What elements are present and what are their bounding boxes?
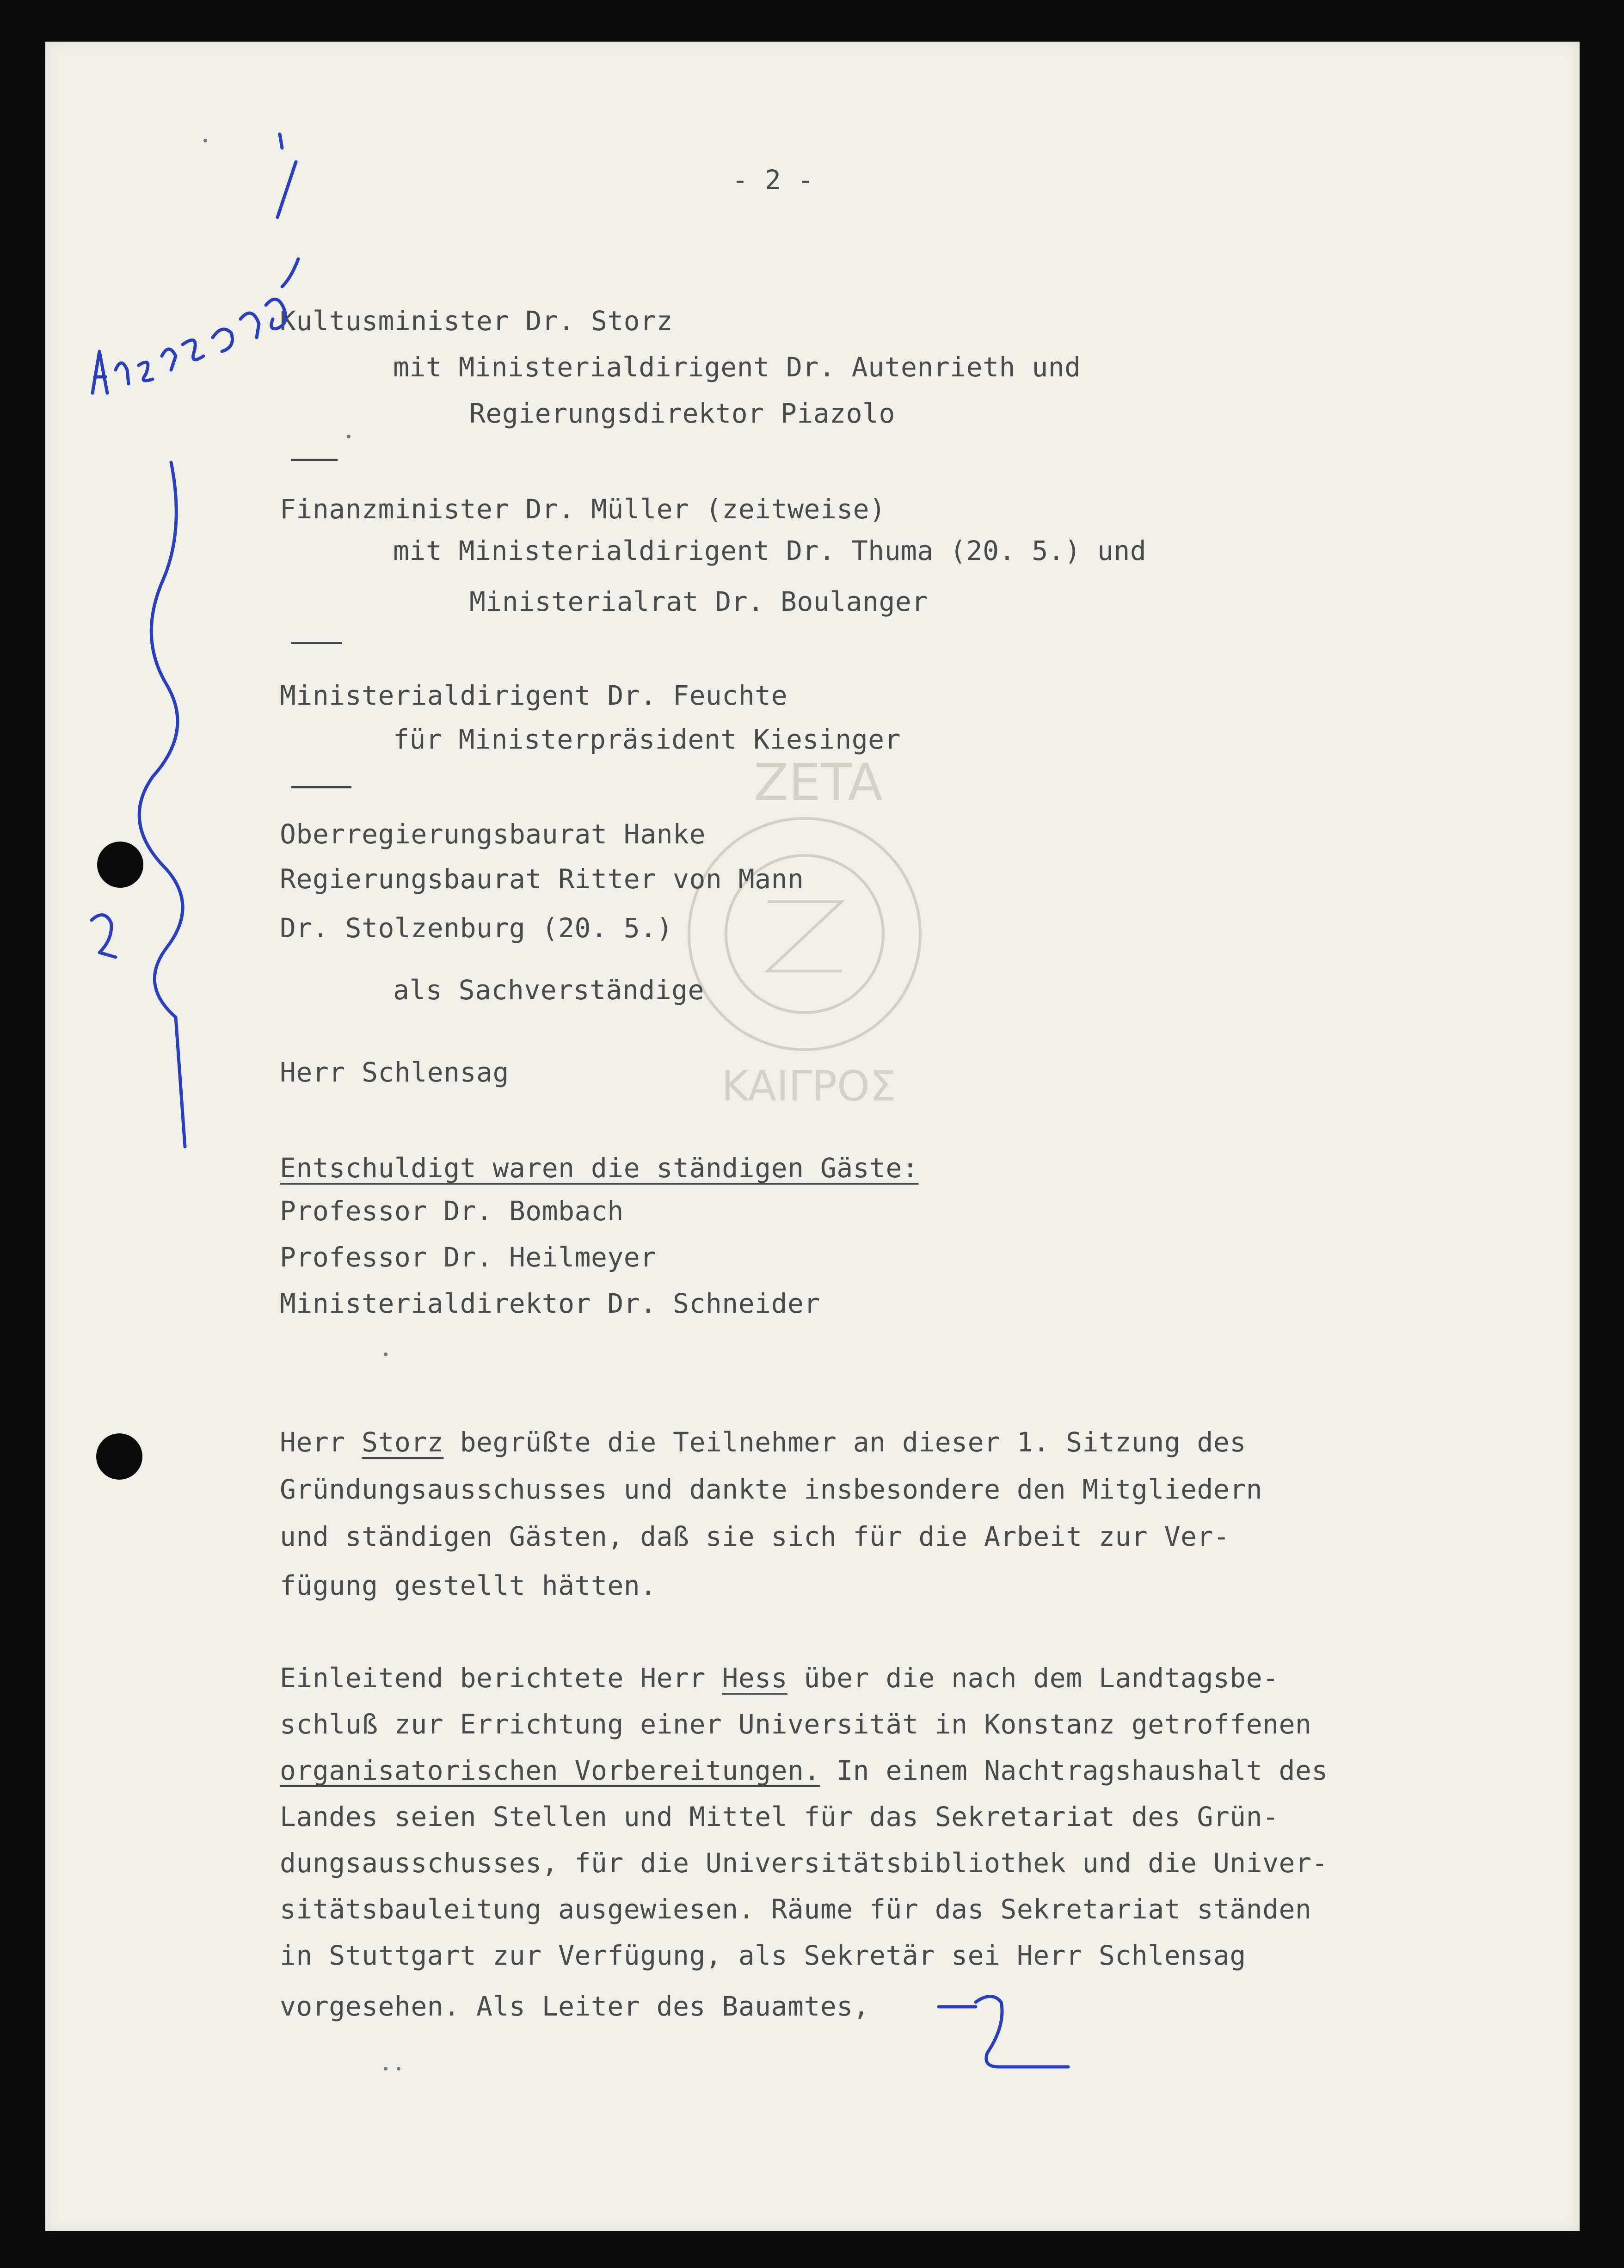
paragraph-line: und ständigen Gästen, daß sie sich für die Arbeit zur Ver- [280, 1521, 1230, 1552]
text-run: Einleitend berichtete Herr [280, 1662, 722, 1694]
attendee-detail: Regierungsdirektor Piazolo [469, 398, 895, 429]
expert-name: Oberregierungsbaurat Hanke [280, 818, 706, 850]
excused-name: Ministerialdirektor Dr. Schneider [280, 1288, 820, 1319]
expert-name: Dr. Stolzenburg (20. 5.) [280, 912, 673, 944]
guest-name: Herr Schlensag [280, 1057, 509, 1088]
text-run: begrüßte die Teilnehmer an dieser 1. Sitzung des [443, 1426, 1246, 1458]
attendee-detail: für Ministerpräsident Kiesinger [393, 724, 901, 755]
paragraph-line: schluß zur Errichtung einer Universität in Konstanz getroffenen [280, 1709, 1312, 1740]
text-run: Herr [280, 1426, 362, 1458]
underlined-phrase: organisatorischen Vorbereitungen. [280, 1755, 820, 1786]
paragraph-line [280, 1426, 1246, 1458]
paragraph-line [280, 1662, 1279, 1694]
underlined-name: Storz [362, 1426, 444, 1458]
paragraph-line: Landes seien Stellen und Mittel für das Sekretariat des Grün- [280, 1801, 1279, 1832]
text-run: In einem Nachtragshaushalt des [820, 1755, 1328, 1786]
paragraph-line: in Stuttgart zur Verfügung, als Sekretär sei Herr Schlensag [280, 1940, 1246, 1971]
attendee-name: Ministerialdirigent Dr. Feuchte [280, 680, 787, 711]
separator-dash [291, 459, 338, 461]
attendee-detail: mit Ministerialdirigent Dr. Autenrieth und [393, 351, 1081, 383]
paragraph-line [280, 1757, 1328, 1784]
punch-hole [96, 1433, 142, 1480]
punch-hole [97, 842, 143, 888]
paragraph-line: vorgesehen. Als Leiter des Bauamtes, [280, 1991, 870, 2022]
paper-speck [203, 139, 207, 142]
text-run: über die nach dem Landtagsbe- [787, 1662, 1279, 1694]
paper-speck [384, 2067, 388, 2071]
paragraph-line: fügung gestellt hätten. [280, 1570, 657, 1601]
paper-speck [397, 2067, 400, 2071]
excused-name: Professor Dr. Heilmeyer [280, 1242, 657, 1273]
attendee-detail: mit Ministerialdirigent Dr. Thuma (20. 5.) und [393, 535, 1147, 566]
stamp-top-lettering: ZETA [754, 753, 883, 812]
attendee-name: Finanzminister Dr. Müller (zeitweise) [280, 493, 886, 525]
paragraph-line: sitätsbauleitung ausgewiesen. Räume für das Sekretariat ständen [280, 1893, 1312, 1925]
paper-speck [384, 1352, 388, 1356]
paragraph-line: Gründungsausschusses und dankte insbesondere den Mitgliedern [280, 1474, 1263, 1505]
excused-heading: Entschuldigt waren die ständigen Gäste: [280, 1152, 919, 1184]
expert-role: als Sachverständige [393, 974, 704, 1006]
paper-speck [347, 435, 351, 438]
separator-dash [291, 786, 351, 788]
paragraph-line: dungsausschusses, für die Universitätsbibliothek und die Univer- [280, 1847, 1328, 1879]
underlined-name: Hess [722, 1662, 787, 1694]
attendee-detail: Ministerialrat Dr. Boulanger [469, 586, 928, 617]
page-number: - 2 - [732, 164, 814, 196]
attendee-name: Kultusminister Dr. Storz [280, 305, 673, 337]
expert-name: Regierungsbaurat Ritter von Mann [280, 863, 804, 895]
stamp-bottom-lettering: KAIΓPOΣ [721, 1062, 896, 1110]
separator-dash [291, 642, 342, 644]
excused-name: Professor Dr. Bombach [280, 1195, 624, 1227]
